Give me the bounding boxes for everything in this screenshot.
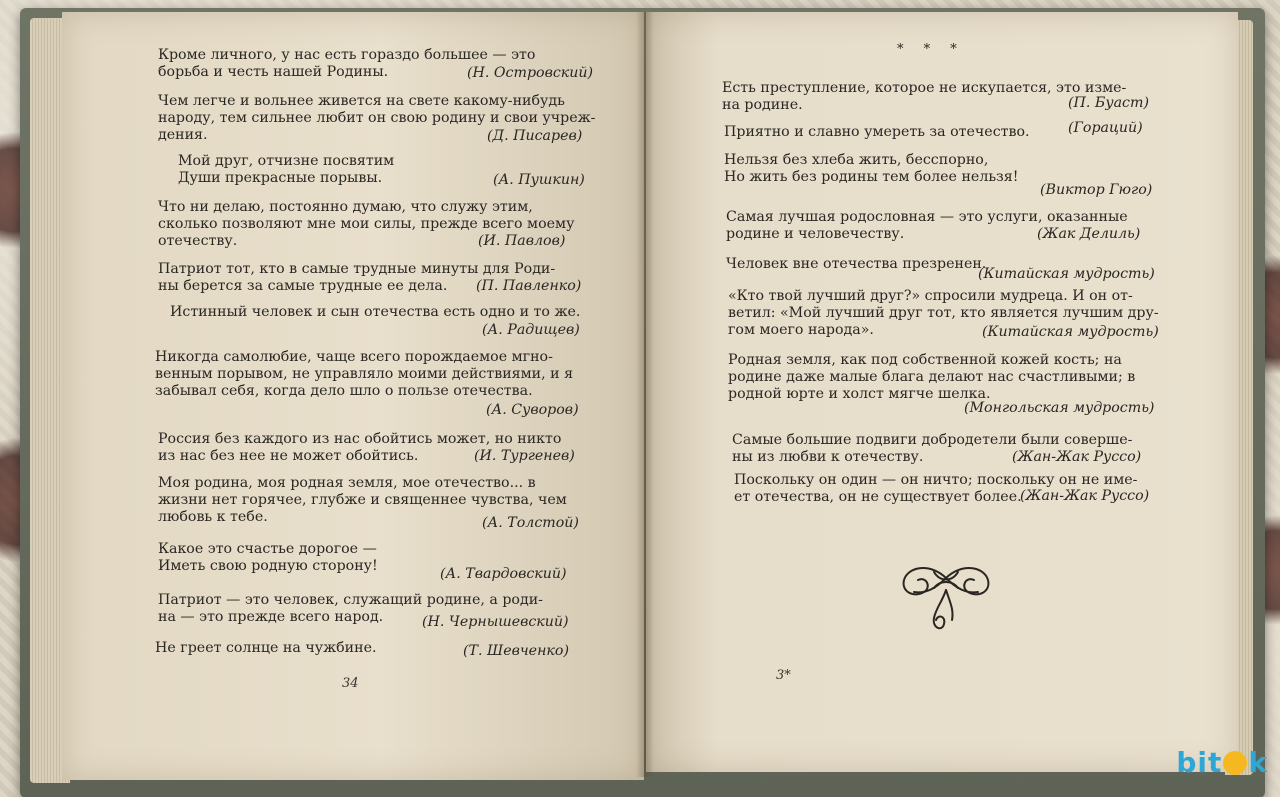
- quote-author: (Виктор Гюго): [1040, 182, 1153, 198]
- quote-author: (А. Толстой): [482, 515, 579, 531]
- quote-text: Поскольку он один — он ничто; поскольку он не име- ет отечества, он не существует более.: [734, 472, 1138, 505]
- quote-author: (И. Тургенев): [474, 448, 575, 464]
- quote-text: Приятно и славно умереть за отечество.: [724, 124, 1030, 140]
- quote-author: (А. Твардовский): [440, 566, 567, 582]
- quote-text: Родная земля, как под собственной кожей кость; на родине даже малые блага делают нас счастливыми; в родной юрте и холст мягче шелка.: [728, 352, 1136, 402]
- quote-author: (Т. Шевченко): [463, 643, 569, 659]
- quote-text: Не греет солнце на чужбине.: [155, 640, 377, 656]
- quote-text: Есть преступление, которое не искупается, это изме- на родине.: [722, 80, 1127, 113]
- quote-author: (П. Павленко): [476, 278, 582, 294]
- page-number-left: 34: [342, 676, 359, 691]
- book-gutter: [636, 12, 654, 777]
- quote-author: (Жан-Жак Руссо): [1020, 488, 1150, 504]
- watermark-suffix: k: [1248, 746, 1268, 779]
- quote-text: Кроме личного, у нас есть гораздо большее — это борьба и честь нашей Родины.: [158, 47, 536, 80]
- site-watermark: [1176, 746, 1268, 779]
- quote-author: (Китайская мудрость): [978, 266, 1155, 282]
- quote-text: «Кто твой лучший друг?» спросили мудреца. И он от- ветил: «Мой лучший друг тот, кто является лучшим дру- гом моего народа».: [728, 288, 1159, 338]
- quote-author: (Монгольская мудрость): [964, 400, 1155, 416]
- quote-text: Патриот тот, кто в самые трудные минуты для Роди- ны берется за самые трудные ее дела.: [158, 261, 556, 294]
- quote-author: (А. Пушкин): [493, 172, 585, 188]
- quote-text: Что ни делаю, постоянно думаю, что служу этим, сколько позволяют мне мои силы, прежде всего моему отечеству.: [158, 199, 575, 249]
- quote-author: (Китайская мудрость): [982, 324, 1159, 340]
- quote-text: Моя родина, моя родная земля, мое отечество... в жизни нет горячее, глубже и священнее чувства, чем любовь к тебе.: [158, 475, 567, 525]
- quote-text: Какое это счастье дорогое — Иметь свою родную сторону!: [158, 541, 378, 574]
- quote-author: (Гораций): [1068, 120, 1143, 136]
- quote-text: Нельзя без хлеба жить, бесспорно, Но жить без родины тем более нельзя!: [724, 152, 1019, 185]
- quote-text: Россия без каждого из нас обойтись может, но никто из нас без нее не может обойтись.: [158, 431, 562, 464]
- quote-author: (А. Суворов): [486, 402, 579, 418]
- quote-text: Никогда самолюбие, чаще всего порождаемое мгно- венным порывом, не управляло моими действиями, и я забывал себя, когда дело шло о пользе отечества.: [155, 349, 574, 399]
- quote-author: (Д. Писарев): [487, 128, 583, 144]
- quote-author: (П. Буаст): [1068, 95, 1149, 111]
- watermark-logo-icon: [1223, 751, 1247, 775]
- quote-author: (Н. Чернышевский): [422, 614, 569, 630]
- page-number-right: 3*: [776, 668, 791, 683]
- quote-text: Мой друг, отчизне посвятим Души прекрасные порывы.: [178, 153, 395, 186]
- quote-text: Человек вне отечества презренен.: [726, 256, 987, 272]
- flourish-ornament-icon: [896, 558, 996, 636]
- quote-text: Самая лучшая родословная — это услуги, оказанные родине и человечеству.: [726, 209, 1128, 242]
- quote-author: (Жан-Жак Руссо): [1012, 449, 1142, 465]
- quote-text: Истинный человек и сын отечества есть одно и то же.: [170, 304, 581, 320]
- quote-author: (Н. Островский): [467, 65, 594, 81]
- quote-author: (И. Павлов): [478, 233, 566, 249]
- quote-text: Патриот — это человек, служащий родине, а роди- на — это прежде всего народ.: [158, 592, 543, 625]
- quote-text: Чем легче и вольнее живется на свете какому-нибудь народу, тем сильнее любит он свою родину и свои учреж- дения.: [158, 93, 596, 143]
- quote-text: Самые большие подвиги добродетели были соверше- ны из любви к отечеству.: [732, 432, 1133, 465]
- watermark-prefix: bit: [1176, 746, 1223, 779]
- quote-author: (Жак Делиль): [1037, 226, 1141, 242]
- quote-author: (А. Радищев): [482, 322, 580, 338]
- section-stars: * * *: [897, 42, 965, 57]
